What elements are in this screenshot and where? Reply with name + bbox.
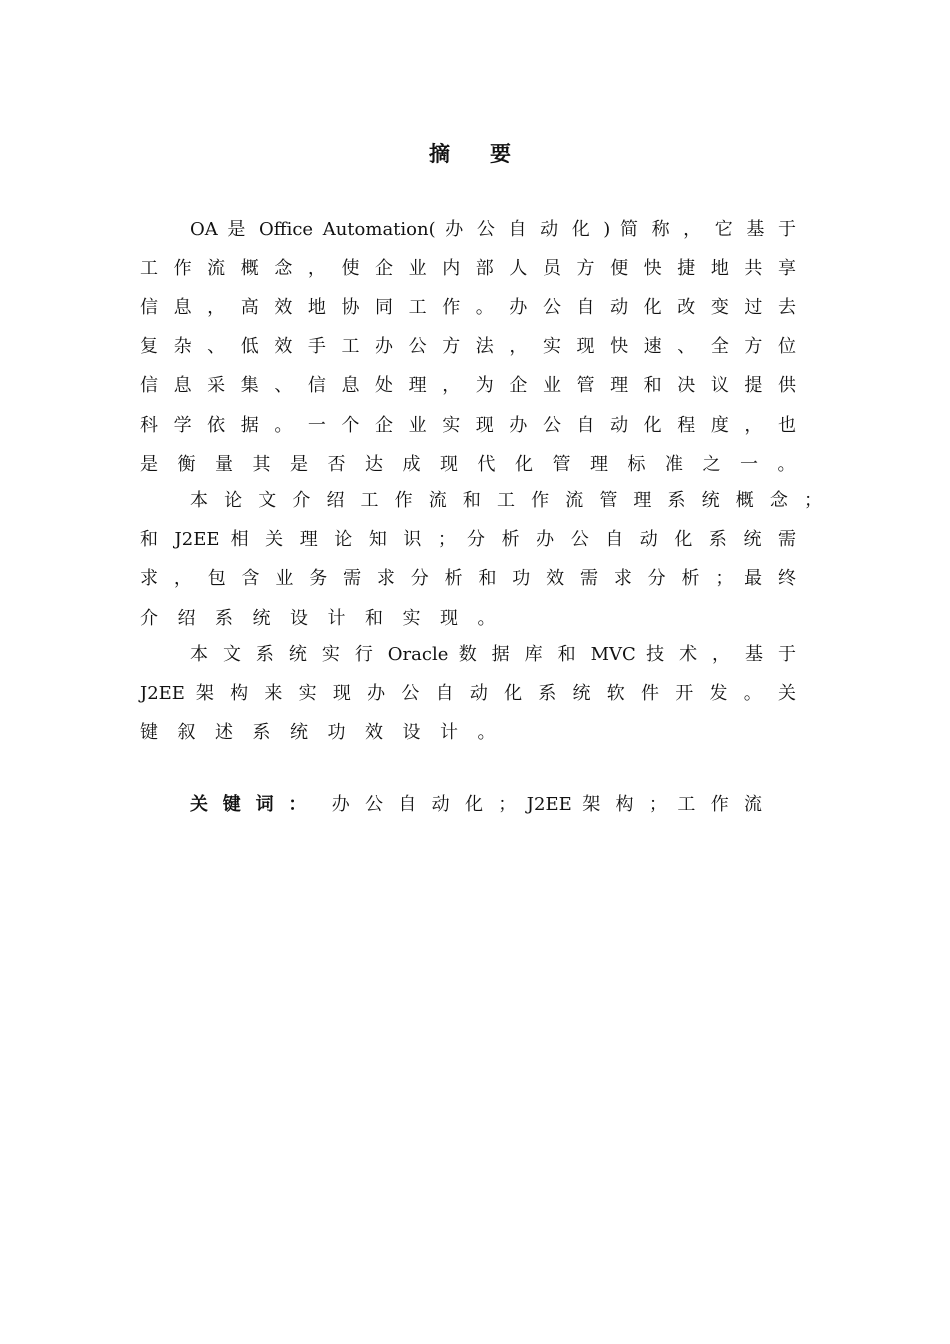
paragraph-1-line-4: 复 杂 、 低 效 手 工 办 公 方 法 ， 实 现 快 速 、 全 方 位 [140, 336, 796, 357]
paragraph-1-line-6: 科 学 依 据 。 一 个 企 业 实 现 办 公 自 动 化 程 度 ， 也 [140, 415, 796, 436]
paragraph-2-line-4: 介绍系统设计和实现。 [140, 608, 515, 629]
paragraph-1-line-2: 工 作 流 概 念 ， 使 企 业 内 部 人 员 方 便 快 捷 地 共 享 [140, 258, 796, 279]
paragraph-3-line-1: 本 文 系 统 实 行 Oracle 数 据 库 和 MVC 技 术 ， 基 于 [190, 644, 796, 665]
paragraph-2-line-1: 本 论 文 介 绍 工 作 流 和 工 作 流 管 理 系 统 概 念 ； [190, 490, 822, 511]
keywords-text: 办 公 自 动 化 ； J2EE 架 构 ； 工 作 流 [331, 794, 763, 815]
keywords-label: 关键词： [190, 794, 322, 815]
paragraph-3-line-2: J2EE 架 构 来 实 现 办 公 自 动 化 系 统 软 件 开 发 。 关 [140, 683, 796, 704]
paragraph-3-line-3: 键叙述系统功效设计。 [140, 722, 515, 743]
abstract-title: 摘要 [429, 142, 551, 166]
paragraph-2-line-2: 和 J2EE 相 关 理 论 知 识 ； 分 析 办 公 自 动 化 系 统 需 [140, 529, 796, 550]
paragraph-1-line-5: 信 息 采 集 、 信 息 处 理 ， 为 企 业 管 理 和 决 议 提 供 [140, 375, 796, 396]
paragraph-1-line-7: 是衡量其是否达成现代化管理标准之一。 [140, 454, 815, 475]
paragraph-2-line-3: 求 ， 包 含 业 务 需 求 分 析 和 功 效 需 求 分 析 ； 最 终 [140, 568, 796, 589]
keywords-line [190, 792, 762, 818]
paragraph-1-line-1: OA 是 Office Automation( 办 公 自 动 化 ) 简 称 ， 它 基 于 [190, 219, 796, 240]
paragraph-1-line-3: 信 息 ， 高 效 地 协 同 工 作 。 办 公 自 动 化 改 变 过 去 [140, 297, 796, 318]
